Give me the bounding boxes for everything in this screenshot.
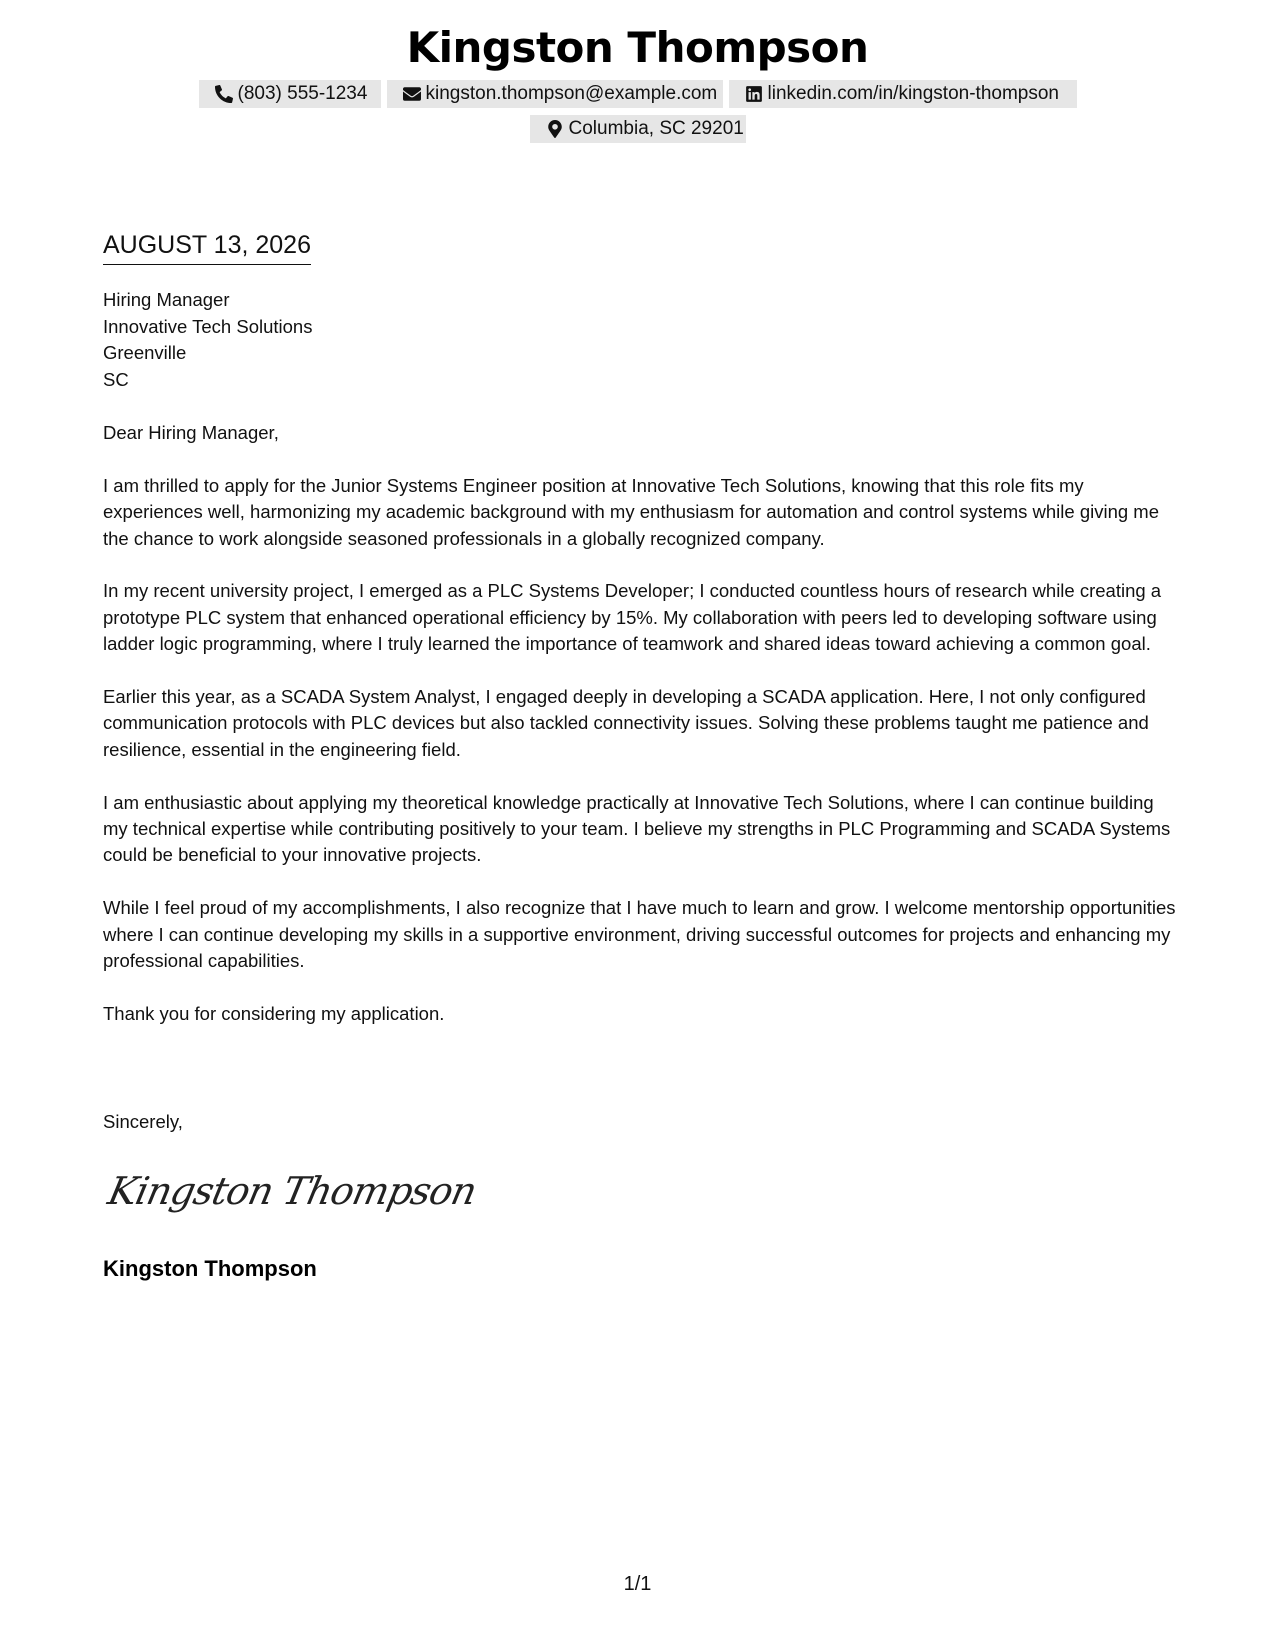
recipient-city: Greenville bbox=[103, 342, 187, 363]
paragraph-4: I am enthusiastic about applying my theoretical knowledge practically at Innovative Tech Solutions, where I can continue building my technical expertise while contributing positively to your team. I believe my strengths in PLC Programming and SCADA Systems could be beneficial to your innovative projects. bbox=[103, 791, 1171, 866]
contact-linkedin[interactable] bbox=[729, 80, 1077, 108]
applicant-name: Kingston Thompson bbox=[406, 23, 869, 72]
paragraph-2: In my recent university project, I emerged as a PLC Systems Developer; I conducted countless hours of research while creating a prototype PLC system that enhanced operational efficiency by 15%. My collaboration with peers led to developing software using ladder logic programming, where I truly learned the importance of teamwork and shared ideas toward achieving a common goal. bbox=[103, 580, 1162, 655]
handwritten-signature: Kingston Thompson bbox=[104, 1169, 481, 1213]
map-pin-icon bbox=[546, 120, 564, 138]
paragraph-3: Earlier this year, as a SCADA System Analyst, I engaged deeply in developing a SCADA application. Here, I not only configured communication protocols with PLC devices but also tackled connectivity issues. Solving these problems taught me patience and resilience, essential in the engineering field. bbox=[103, 686, 1149, 760]
recipient-company: Innovative Tech Solutions bbox=[103, 315, 313, 337]
contact-phone bbox=[199, 80, 381, 108]
signed-name: Kingston Thompson bbox=[103, 1256, 317, 1281]
contact-row-location bbox=[0, 115, 1275, 143]
letter-date: AUGUST 13, 2026 bbox=[103, 229, 311, 265]
linkedin-icon bbox=[745, 85, 763, 103]
recipient-state: SC bbox=[103, 368, 129, 390]
phone-icon bbox=[215, 85, 233, 103]
contact-location bbox=[530, 115, 746, 143]
page-number: 1/1 bbox=[623, 1573, 652, 1595]
paragraph-5: While I feel proud of my accomplishments, I also recognize that I have much to learn and grow. I welcome mentorship opportunities where I can continue developing my skills in a supportive environment, driving successful outcomes for projects and enhancing my professional capabilities. bbox=[103, 897, 1176, 972]
recipient-block bbox=[103, 287, 312, 393]
envelope-icon bbox=[403, 85, 421, 103]
closing-line: Thank you for considering my application. bbox=[103, 1002, 445, 1024]
location-text: Columbia, SC 29201 bbox=[568, 118, 744, 139]
salutation: Dear Hiring Manager, bbox=[103, 422, 279, 443]
letter-body bbox=[103, 420, 1178, 1054]
phone-text: (803) 555-1234 bbox=[237, 83, 368, 104]
recipient-title: Hiring Manager bbox=[103, 289, 230, 310]
signoff: Sincerely, bbox=[103, 1111, 183, 1132]
contact-row bbox=[0, 80, 1275, 108]
email-text: kingston.thompson@example.com bbox=[425, 83, 718, 104]
paragraph-1: I am thrilled to apply for the Junior Systems Engineer position at Innovative Tech Solutions, knowing that this role fits my experiences well, harmonizing my academic background with my enthusiasm for automation and control systems while giving me the chance to work alongside seasoned professionals in a globally recognized company. bbox=[103, 474, 1160, 549]
linkedin-text: linkedin.com/in/kingston-thompson bbox=[767, 83, 1059, 104]
contact-email[interactable] bbox=[387, 80, 723, 108]
